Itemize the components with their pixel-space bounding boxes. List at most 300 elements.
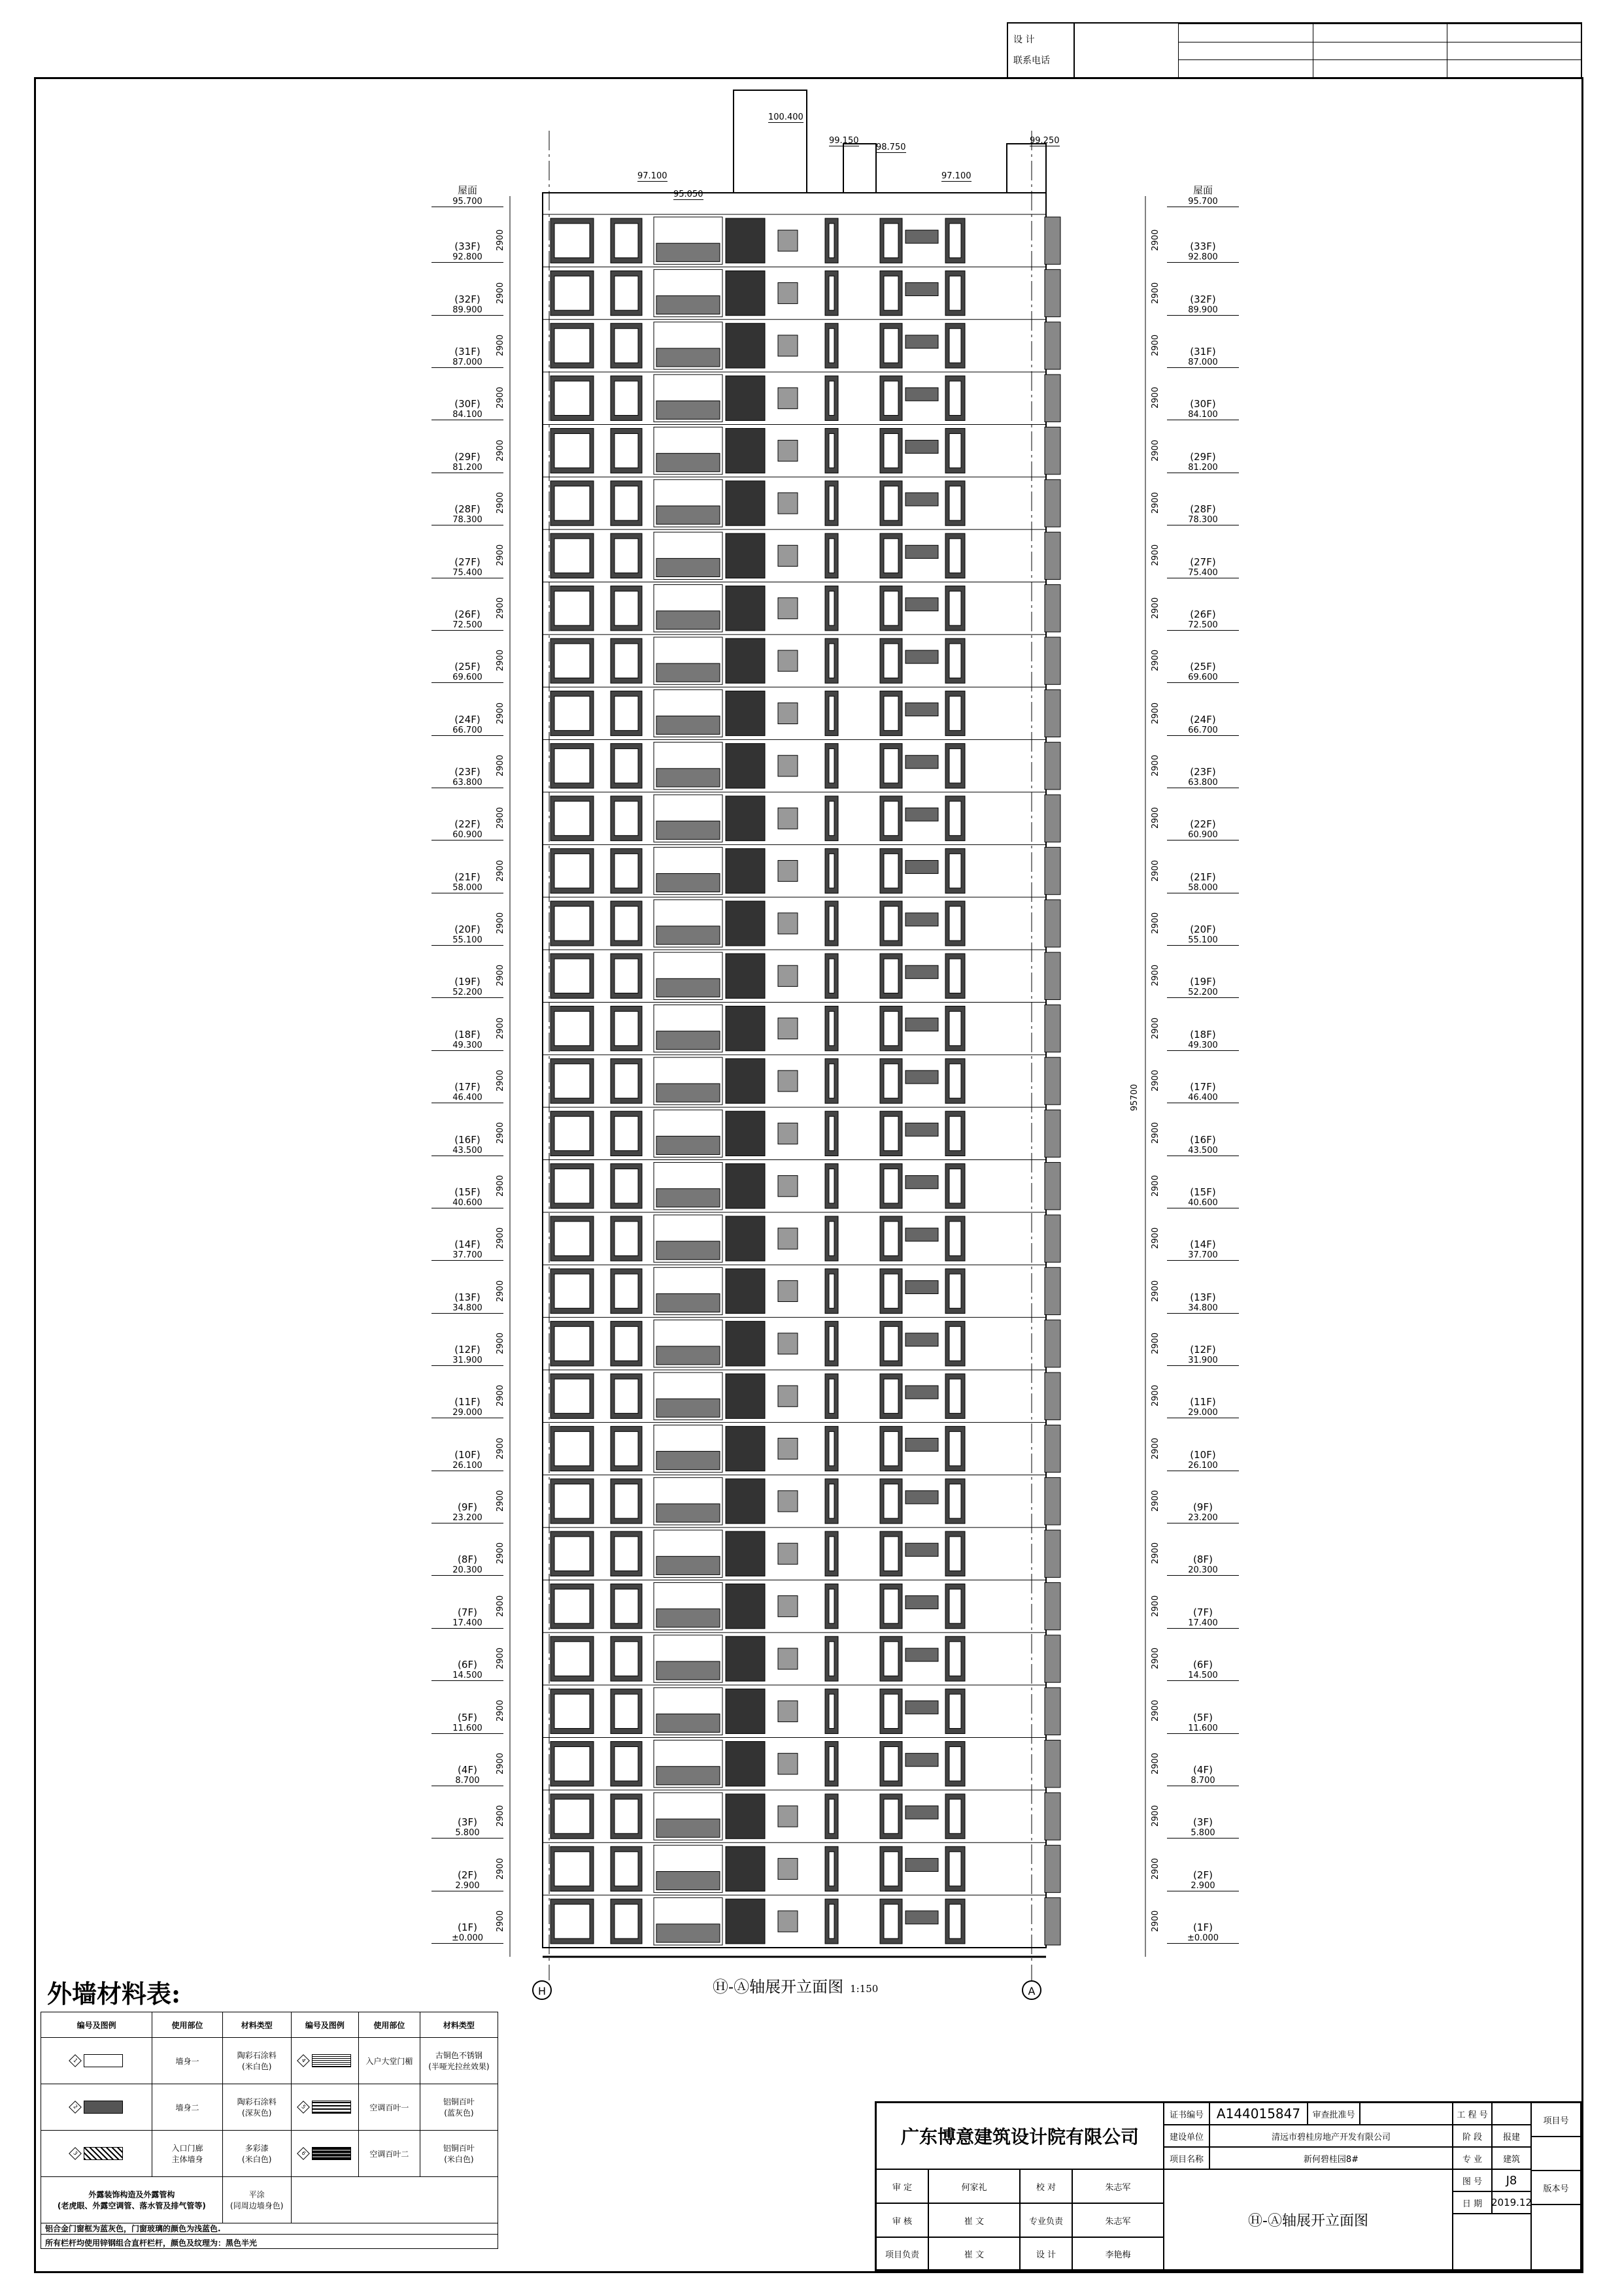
window-glass	[884, 749, 898, 783]
drawing-number: J8	[1492, 2169, 1531, 2191]
level-elevation: 17.400	[1167, 1618, 1239, 1629]
floor-dimension: 2900	[496, 1227, 505, 1250]
floor-dimension: 2900	[496, 1437, 505, 1459]
side-window	[726, 639, 765, 683]
level-name: (32F)	[1190, 293, 1216, 305]
level-name: (1F)	[1193, 1922, 1213, 1933]
ac-louver	[778, 1911, 798, 1932]
right-edge-strip	[1045, 1267, 1060, 1314]
level-name: (13F)	[1190, 1291, 1216, 1303]
material-swatch	[84, 2101, 123, 2114]
project-name: 新何碧桂园8#	[1209, 2147, 1453, 2169]
materials-row	[41, 2084, 498, 2131]
level-name: (32F)	[454, 293, 481, 305]
window-glass	[829, 1222, 834, 1256]
level-name: (11F)	[1190, 1396, 1216, 1408]
window-glass	[829, 1747, 834, 1781]
right-edge-strip	[1045, 1163, 1060, 1210]
floor-level-left	[431, 1134, 503, 1156]
window-glass	[949, 696, 961, 730]
side-window	[726, 1846, 765, 1891]
floor-dimension: 2900	[496, 1542, 505, 1565]
floor-level-right	[1167, 1239, 1239, 1261]
level-name: (24F)	[454, 713, 481, 725]
floor-level-right	[1167, 1816, 1239, 1838]
material-legend	[291, 2038, 358, 2084]
ac-louver	[778, 388, 798, 408]
note-2: 所有栏杆均使用锌钢组合直杆栏杆，颜色及纹理为：黑色半光	[41, 2235, 498, 2249]
side-window	[726, 1794, 765, 1838]
window-glass	[949, 1694, 961, 1728]
floor-level-left	[431, 1186, 503, 1208]
balcony-railing	[656, 1924, 720, 1942]
side-window	[726, 1742, 765, 1786]
stair-window	[905, 1858, 938, 1871]
side-window	[726, 1479, 765, 1523]
level-elevation: 92.800	[1167, 252, 1239, 263]
window-glass	[949, 959, 961, 993]
level-elevation: 52.200	[431, 988, 503, 998]
floor-dimension: 2900	[496, 387, 505, 409]
total-height-dimension: 95700	[1130, 1084, 1140, 1111]
window-glass	[554, 959, 590, 993]
level-elevation: 5.800	[1167, 1828, 1239, 1838]
level-name: (30F)	[454, 398, 481, 410]
right-edge-strip	[1045, 1320, 1060, 1367]
floor-dimension: 2900	[1151, 807, 1160, 829]
window-glass	[829, 1327, 834, 1361]
floor-level-left	[431, 714, 503, 736]
window-glass	[884, 959, 898, 993]
ac-louver	[778, 808, 798, 829]
window-glass	[949, 1222, 961, 1256]
window-glass	[554, 1116, 590, 1150]
side-window	[726, 533, 765, 578]
discipline-label: 专 业	[1453, 2147, 1492, 2169]
floor-dimension: 2900	[496, 754, 505, 776]
material-swatch	[312, 2101, 351, 2114]
floor-dimension: 2900	[496, 1595, 505, 1617]
floor-dimension: 2900	[496, 1857, 505, 1880]
window-glass	[615, 959, 638, 993]
level-name: (28F)	[1190, 503, 1216, 516]
drawing-caption	[713, 1974, 878, 1997]
window-glass	[615, 381, 638, 415]
floor-dimension: 2900	[1151, 1385, 1160, 1407]
level-elevation: 52.200	[1167, 988, 1239, 998]
window-glass	[615, 801, 638, 835]
materials-header-5: 材料类型	[420, 2012, 498, 2038]
window-glass	[554, 1537, 590, 1571]
right-edge-strip	[1045, 1793, 1060, 1840]
floor-dimension: 2900	[496, 439, 505, 461]
ac-louver	[778, 1596, 798, 1617]
window-glass	[615, 1694, 638, 1728]
level-name: (12F)	[1190, 1344, 1216, 1356]
floor-dimension: 2900	[496, 1805, 505, 1827]
level-elevation: 78.300	[431, 515, 503, 525]
level-name: (25F)	[454, 661, 481, 673]
ac-louver	[778, 1754, 798, 1774]
right-edge-strip	[1045, 1005, 1060, 1052]
window-glass	[949, 329, 961, 363]
floor-dimension: 2900	[496, 965, 505, 987]
ac-louver	[778, 335, 798, 356]
ac-louver	[778, 1071, 798, 1091]
level-name: (9F)	[458, 1501, 477, 1514]
level-elevation: 58.000	[1167, 883, 1239, 893]
stair-window	[905, 913, 938, 926]
level-name: 屋面	[457, 184, 477, 196]
floor-dimension: 2900	[1151, 491, 1160, 514]
material-cell: 墙身一	[152, 2038, 223, 2084]
level-elevation: 78.300	[1167, 515, 1239, 525]
floor-dimension: 2900	[1151, 1857, 1160, 1880]
window-glass	[949, 1379, 961, 1413]
floor-level-left	[431, 346, 503, 368]
level-elevation: 8.700	[431, 1776, 503, 1786]
level-elevation: 29.000	[1167, 1408, 1239, 1418]
materials-header-1: 使用部位	[152, 2012, 223, 2038]
level-name: (6F)	[458, 1659, 477, 1671]
floor-level-left	[431, 976, 503, 998]
materials-table	[41, 2012, 498, 2223]
material-swatch	[84, 2054, 123, 2067]
floor-level-right	[1167, 923, 1239, 946]
top-elevation-mark: 100.400	[768, 112, 803, 122]
ac-louver	[778, 650, 798, 671]
ac-louver	[778, 1123, 798, 1144]
auditor: 崔 文	[928, 2203, 1020, 2237]
stair-window	[905, 1806, 938, 1819]
stair-window	[905, 1333, 938, 1346]
client-name: 清远市碧桂房地产开发有限公司	[1209, 2125, 1453, 2147]
level-name: (19F)	[454, 976, 481, 988]
window-glass	[829, 1274, 834, 1308]
floor-level-left	[431, 503, 503, 525]
balcony-railing	[656, 1504, 720, 1522]
balcony-railing	[656, 401, 720, 419]
date-label: 日 期	[1453, 2191, 1492, 2214]
floor-level-left	[431, 1922, 503, 1944]
level-name: (17F)	[454, 1081, 481, 1093]
floor-level-right	[1167, 1606, 1239, 1629]
date: 2019.12	[1492, 2191, 1531, 2214]
top-elevation-mark: 97.100	[941, 171, 972, 181]
top-elevation-mark: 95.050	[673, 190, 703, 199]
level-elevation: 17.400	[431, 1618, 503, 1629]
window-glass	[884, 1116, 898, 1150]
floor-level-left	[431, 1764, 503, 1786]
ac-louver	[778, 1858, 798, 1879]
floor-level-right	[1167, 241, 1239, 263]
level-elevation: 66.700	[1167, 725, 1239, 736]
stair-window	[905, 282, 938, 295]
balcony-railing	[656, 348, 720, 367]
window-glass	[949, 1327, 961, 1361]
materials-extra-right: 平涂 (同周边墙身色)	[222, 2177, 291, 2223]
window-glass	[615, 644, 638, 678]
window-glass	[554, 433, 590, 467]
level-name: (16F)	[454, 1133, 481, 1146]
caption-title: Ⓗ-Ⓐ轴展开立面图	[713, 1978, 844, 1996]
project-label: 项目名称	[1164, 2147, 1209, 2169]
balcony-railing	[656, 716, 720, 734]
level-elevation: 49.300	[1167, 1040, 1239, 1051]
right-edge-strip	[1045, 795, 1060, 842]
window-glass	[949, 1905, 961, 1938]
window-glass	[884, 1431, 898, 1465]
window-glass	[829, 1431, 834, 1465]
materials-row	[41, 2131, 498, 2177]
floor-dimension: 2900	[496, 1122, 505, 1144]
level-elevation: 66.700	[431, 725, 503, 736]
balcony-railing	[656, 1714, 720, 1732]
floor-level-right	[1167, 1764, 1239, 1786]
level-name: (26F)	[454, 608, 481, 620]
window-glass	[615, 1064, 638, 1098]
window-glass	[829, 749, 834, 783]
level-elevation: 2.900	[431, 1881, 503, 1891]
ac-louver	[778, 1806, 798, 1827]
side-window	[726, 1584, 765, 1628]
balcony-railing	[656, 1136, 720, 1154]
level-elevation: 46.400	[431, 1093, 503, 1103]
level-name: (10F)	[454, 1448, 481, 1461]
balcony-railing	[656, 1031, 720, 1050]
window-glass	[884, 1589, 898, 1623]
floor-dimension: 2900	[496, 491, 505, 514]
window-glass	[829, 1064, 834, 1098]
ac-louver	[778, 965, 798, 986]
balcony-railing	[656, 1189, 720, 1207]
window-glass	[949, 1747, 961, 1781]
ac-louver	[778, 1543, 798, 1564]
floor-level-right	[1167, 556, 1239, 578]
level-elevation: 23.200	[431, 1513, 503, 1523]
floor-dimension: 2900	[1151, 965, 1160, 987]
window-glass	[884, 696, 898, 730]
level-elevation: 58.000	[431, 883, 503, 893]
level-name: (31F)	[454, 346, 481, 358]
side-window	[726, 901, 765, 946]
level-name: (21F)	[1190, 871, 1216, 883]
window-glass	[829, 696, 834, 730]
window-glass	[949, 1169, 961, 1203]
level-name: (7F)	[458, 1606, 477, 1618]
stair-window	[905, 1491, 938, 1504]
window-glass	[615, 1747, 638, 1781]
window-glass	[884, 907, 898, 940]
floor-dimension: 2900	[496, 807, 505, 829]
level-name: (4F)	[1193, 1763, 1213, 1776]
floor-level-left	[431, 556, 503, 578]
level-elevation: 92.800	[431, 252, 503, 263]
ac-louver	[778, 282, 798, 303]
floor-level-right	[1167, 398, 1239, 420]
window-glass	[829, 801, 834, 835]
window-glass	[829, 486, 834, 520]
balcony-railing	[656, 1241, 720, 1259]
level-name: (20F)	[1190, 923, 1216, 936]
window-glass	[829, 1694, 834, 1728]
floor-dimension: 2900	[496, 1752, 505, 1774]
side-window	[726, 428, 765, 473]
stair-window	[905, 703, 938, 716]
checker: 朱志军	[1072, 2169, 1164, 2203]
level-name: (13F)	[454, 1291, 481, 1303]
side-window	[726, 218, 765, 263]
floor-level-left	[431, 1344, 503, 1366]
window-glass	[949, 1852, 961, 1886]
stair-window	[905, 1386, 938, 1399]
level-elevation: 14.500	[1167, 1671, 1239, 1681]
floor-dimension: 2900	[1151, 1647, 1160, 1670]
balcony-railing	[656, 1346, 720, 1365]
right-edge-strip	[1045, 427, 1060, 474]
side-window	[726, 1374, 765, 1418]
level-elevation: 34.800	[431, 1303, 503, 1314]
designer: 李艳梅	[1072, 2237, 1164, 2270]
level-elevation: 55.100	[431, 935, 503, 946]
floor-dimension: 2900	[1151, 1227, 1160, 1250]
window-glass	[615, 433, 638, 467]
floor-dimension: 2900	[1151, 1910, 1160, 1932]
stair-window	[905, 1543, 938, 1556]
side-window	[726, 586, 765, 631]
material-cell: 陶彩石涂料 (米白色)	[222, 2038, 291, 2084]
floor-dimension: 2900	[1151, 334, 1160, 356]
materials-title: 外墙材料表:	[47, 1979, 181, 2008]
balcony-railing	[656, 1556, 720, 1574]
window-glass	[949, 591, 961, 625]
stair-window	[905, 650, 938, 663]
window-glass	[615, 539, 638, 573]
level-elevation: 69.600	[1167, 673, 1239, 683]
window-glass	[949, 1116, 961, 1150]
window-glass	[884, 1852, 898, 1886]
floor-level-left	[431, 1869, 503, 1891]
floor-dimension: 2900	[1151, 1437, 1160, 1459]
materials-header-3: 编号及图例	[291, 2012, 358, 2038]
window-glass	[615, 1327, 638, 1361]
balcony-railing	[656, 1399, 720, 1417]
level-name: (19F)	[1190, 976, 1216, 988]
window-glass	[884, 591, 898, 625]
right-edge-strip	[1045, 1688, 1060, 1735]
floor-level-right	[1167, 503, 1239, 525]
ac-louver	[778, 1280, 798, 1301]
floor-dimension: 2900	[1151, 650, 1160, 672]
window-glass	[615, 329, 638, 363]
ac-louver	[778, 230, 798, 251]
materials-row	[41, 2038, 498, 2084]
level-name: (14F)	[1190, 1239, 1216, 1251]
stair-window	[905, 545, 938, 558]
window-glass	[615, 1274, 638, 1308]
level-elevation: 23.200	[1167, 1513, 1239, 1523]
ac-louver	[778, 860, 798, 881]
caption-scale: 1:150	[850, 1983, 879, 1995]
materials-header-0: 编号及图例	[41, 2012, 152, 2038]
window-glass	[554, 1222, 590, 1256]
client-label: 建设单位	[1164, 2125, 1209, 2147]
material-cell: 多彩漆 (米白色)	[222, 2131, 291, 2177]
material-cell: 铝铜百叶 (蓝灰色)	[420, 2084, 498, 2131]
window-glass	[554, 486, 590, 520]
right-edge-strip	[1045, 1110, 1060, 1157]
balcony-railing	[656, 1767, 720, 1785]
material-swatch	[84, 2147, 123, 2160]
side-window	[726, 1216, 765, 1261]
ac-louver	[778, 1386, 798, 1406]
side-window	[726, 796, 765, 840]
drawing-no-label: 图 号	[1453, 2169, 1492, 2191]
floor-level-left	[431, 661, 503, 683]
window-glass	[949, 801, 961, 835]
floor-dimension: 2900	[1151, 1122, 1160, 1144]
window-glass	[949, 1484, 961, 1518]
lead-label: 专业负责	[1020, 2203, 1072, 2237]
window-glass	[949, 224, 961, 258]
level-name: (4F)	[458, 1763, 477, 1776]
floor-level-right	[1167, 1081, 1239, 1103]
level-name: (3F)	[1193, 1816, 1213, 1829]
window-glass	[884, 381, 898, 415]
floor-level-right	[1167, 871, 1239, 893]
balcony-railing	[656, 821, 720, 839]
window-glass	[884, 854, 898, 888]
level-name: (9F)	[1193, 1501, 1213, 1514]
design-label-tb: 设 计	[1020, 2237, 1072, 2270]
level-name: (18F)	[454, 1028, 481, 1040]
floor-dimension: 2900	[496, 334, 505, 356]
right-edge-strip	[1045, 217, 1060, 264]
ac-louver	[778, 756, 798, 776]
level-elevation: 72.500	[431, 620, 503, 631]
balcony-railing	[656, 296, 720, 314]
floor-dimension: 2900	[496, 1910, 505, 1932]
balcony-railing	[656, 1819, 720, 1837]
floor-dimension: 2900	[496, 1647, 505, 1670]
balcony-railing	[656, 1609, 720, 1627]
floor-level-left	[431, 766, 503, 788]
approve-label: 审 定	[876, 2169, 928, 2203]
balcony-railing	[656, 926, 720, 944]
window-glass	[829, 276, 834, 310]
level-name: (21F)	[454, 871, 481, 883]
floor-level-right	[1167, 661, 1239, 683]
window-glass	[829, 1011, 834, 1045]
balcony-railing	[656, 769, 720, 787]
window-glass	[554, 224, 590, 258]
right-edge-strip	[1045, 690, 1060, 737]
level-name: (3F)	[458, 1816, 477, 1829]
floor-level-left	[431, 451, 503, 473]
balcony-railing	[656, 1452, 720, 1470]
floor-dimension: 2900	[1151, 1542, 1160, 1565]
level-elevation: 49.300	[431, 1040, 503, 1051]
version-label: 版本号	[1531, 2171, 1581, 2204]
stage-label: 阶 段	[1453, 2125, 1492, 2147]
window-glass	[554, 696, 590, 730]
stair-window	[905, 808, 938, 821]
floor-level-left	[431, 1239, 503, 1261]
window-glass	[949, 1589, 961, 1623]
side-window	[726, 1531, 765, 1576]
discipline-lead: 朱志军	[1072, 2203, 1164, 2237]
window-glass	[949, 907, 961, 940]
